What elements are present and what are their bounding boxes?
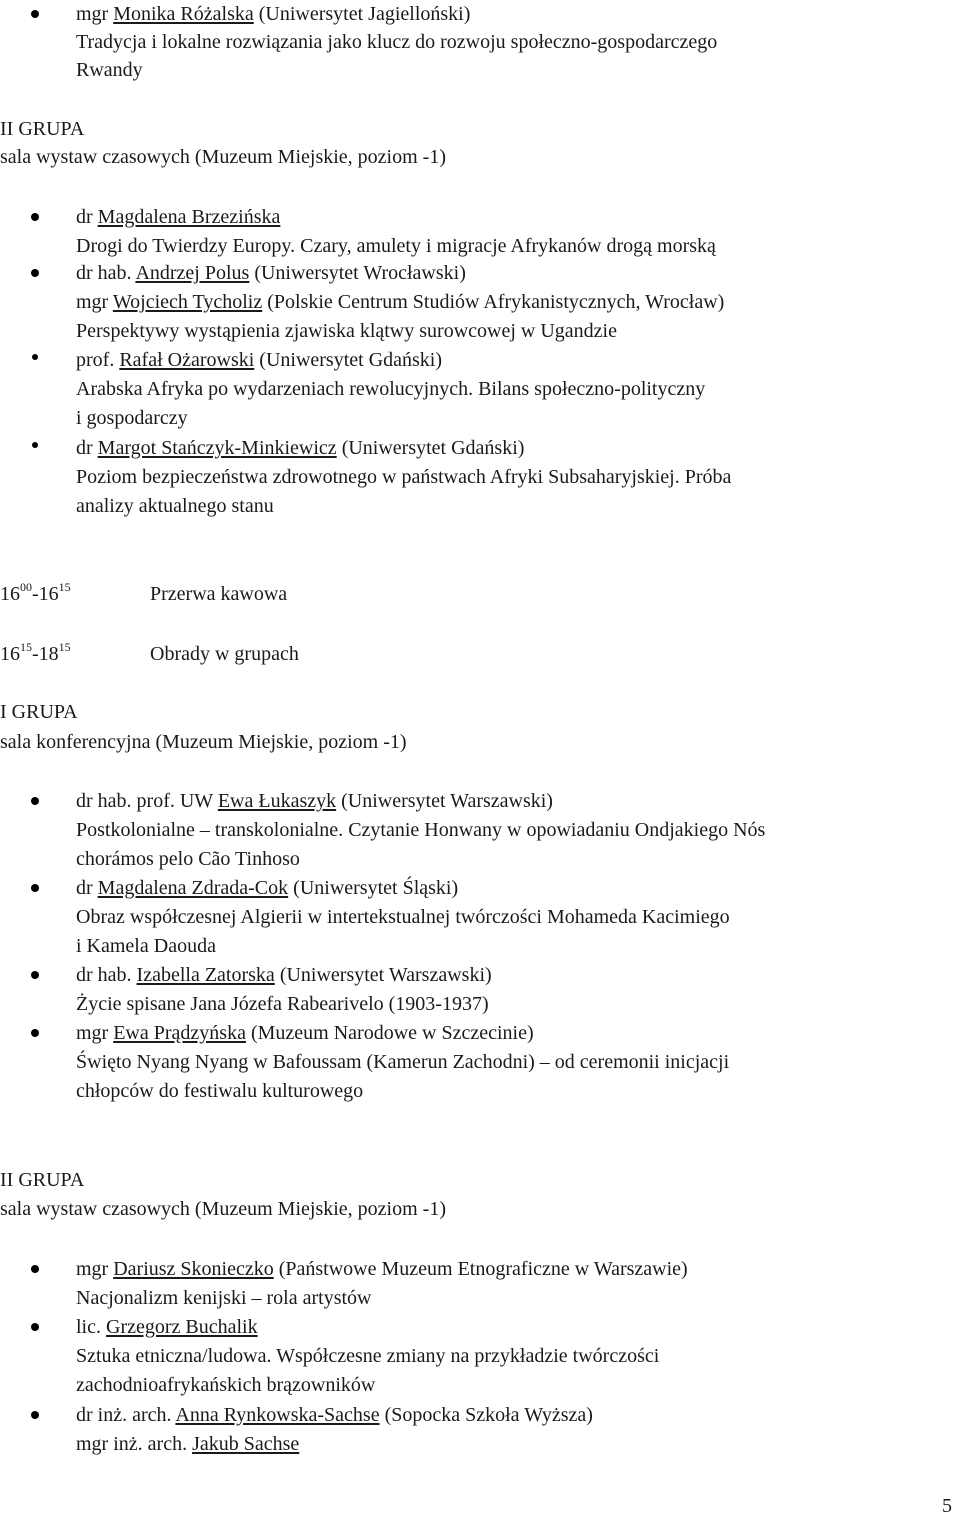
time-range: $16^{00}-16^{15}$	[0, 580, 71, 605]
speaker-line: mgr Ewa Prądzyńska (Muzeum Narodowe w Szczecinie)	[76, 1022, 534, 1044]
bullet-icon	[32, 442, 38, 448]
speaker-name: Wojciech Tycholiz	[112, 291, 263, 313]
speaker-name: Ewa Prądzyńska	[113, 1022, 246, 1044]
speaker-line: lic. Grzegorz Buchalik	[76, 1316, 258, 1338]
talk-title-cont: i Kamela Daouda	[76, 935, 216, 957]
speaker-name: Rafał Ożarowski	[119, 349, 255, 371]
bullet-icon	[31, 797, 39, 805]
group-location: sala konferencyjna (Muzeum Miejskie, poziom -1)	[0, 731, 407, 753]
talk-title: Obraz współczesnej Algierii w intertekstualnej twórczości Mohameda Kacimiego	[76, 906, 730, 928]
speaker-name: Magdalena Zdrada-Cok	[97, 877, 289, 899]
speaker-name: Magdalena Brzezińska	[97, 206, 281, 228]
talk-title: Sztuka etniczna/ludowa. Współczesne zmiany na przykładzie twórczości	[76, 1345, 660, 1367]
talk-title: Nacjonalizm kenijski – rola artystów	[76, 1287, 372, 1309]
bullet-icon	[31, 1265, 39, 1273]
speaker-name: Monika Różalska	[113, 3, 254, 25]
speaker-line: mgr Monika Różalska (Uniwersytet Jagielloński)	[76, 3, 471, 25]
schedule-event: Przerwa kawowa	[150, 583, 288, 605]
bullet-icon	[31, 971, 39, 979]
speaker-name: Andrzej Polus	[135, 262, 250, 284]
page-number: 5	[942, 1495, 952, 1517]
talk-title-cont: chłopców do festiwalu kulturowego	[76, 1080, 364, 1102]
speaker-name: Anna Rynkowska-Sachse	[175, 1404, 380, 1426]
bullet-icon	[32, 354, 38, 360]
speaker-name: Grzegorz Buchalik	[106, 1316, 258, 1338]
talk-title: Perspektywy wystąpienia zjawiska klątwy surowcowej w Ugandzie	[76, 320, 617, 342]
schedule-event: Obrady w grupach	[150, 643, 299, 665]
talk-title: Postkolonialne – transkolonialne. Czytanie Honwany w opowiadaniu Ondjakiego Nós	[76, 819, 766, 841]
speaker-line: mgr Dariusz Skonieczko (Państwowe Muzeum Etnograficzne w Warszawie)	[76, 1258, 688, 1280]
speaker-line: dr hab. Andrzej Polus (Uniwersytet Wrocławski)	[76, 262, 466, 284]
bullet-icon	[31, 1029, 39, 1037]
speaker-name: Izabella Zatorska	[136, 964, 275, 986]
speaker-name: Jakub Sachse	[192, 1433, 300, 1455]
talk-title: Arabska Afryka po wydarzeniach rewolucyjnych. Bilans społeczno-polityczny	[76, 378, 706, 400]
speaker-line: dr Magdalena Zdrada-Cok (Uniwersytet Śląski)	[76, 877, 459, 899]
group-title: I GRUPA	[0, 701, 78, 723]
bullet-icon	[31, 10, 39, 18]
talk-title: Drogi do Twierdzy Europy. Czary, amulety i migracje Afrykanów drogą morską	[76, 235, 716, 257]
speaker-line: dr Margot Stańczyk-Minkiewicz (Uniwersytet Gdański)	[76, 437, 525, 459]
talk-title: Tradycja i lokalne rozwiązania jako klucz do rozwoju społeczno-gospodarczego	[76, 31, 718, 53]
bullet-icon	[31, 1411, 39, 1419]
talk-title: Życie spisane Jana Józefa Rabearivelo (1903-1937)	[76, 993, 489, 1015]
speaker-line: dr Magdalena Brzezińska	[76, 206, 281, 228]
speaker-name: Ewa Łukaszyk	[217, 790, 337, 812]
speaker-name: Margot Stańczyk-Minkiewicz	[97, 437, 337, 459]
talk-title-cont: Rwandy	[76, 59, 143, 81]
talk-title-cont: analizy aktualnego stanu	[76, 495, 274, 517]
time-range: $16^{15}-18^{15}$	[0, 640, 71, 665]
speaker-line-2: mgr inż. arch. Jakub Sachse	[76, 1433, 300, 1455]
speaker-line-2: mgr Wojciech Tycholiz (Polskie Centrum Studiów Afrykanistycznych, Wrocław)	[76, 291, 725, 313]
bullet-icon	[31, 884, 39, 892]
bullet-icon	[31, 213, 39, 221]
group-title: II GRUPA	[0, 118, 85, 140]
talk-title: Poziom bezpieczeństwa zdrowotnego w państwach Afryki Subsaharyjskiej. Próba	[76, 466, 732, 488]
speaker-name: Dariusz Skonieczko	[113, 1258, 274, 1280]
group-title: II GRUPA	[0, 1169, 85, 1191]
talk-title: Święto Nyang Nyang w Bafoussam (Kamerun Zachodni) – od ceremonii inicjacji	[76, 1051, 730, 1073]
speaker-line: dr inż. arch. Anna Rynkowska-Sachse (Sopocka Szkoła Wyższa)	[76, 1404, 593, 1426]
talk-title-cont: zachodnioafrykańskich brązowników	[76, 1374, 376, 1396]
talk-title-cont: i gospodarczy	[76, 407, 188, 429]
group-location: sala wystaw czasowych (Muzeum Miejskie, poziom -1)	[0, 1198, 446, 1220]
group-location: sala wystaw czasowych (Muzeum Miejskie, poziom -1)	[0, 146, 446, 168]
speaker-line: prof. Rafał Ożarowski (Uniwersytet Gdański)	[76, 349, 443, 371]
talk-title-cont: chorámos pelo Cão Tinhoso	[76, 848, 300, 870]
bullet-icon	[31, 269, 39, 277]
bullet-icon	[31, 1323, 39, 1331]
speaker-line: dr hab. Izabella Zatorska (Uniwersytet Warszawski)	[76, 964, 492, 986]
speaker-line: dr hab. prof. UW Ewa Łukaszyk (Uniwersytet Warszawski)	[76, 790, 553, 812]
